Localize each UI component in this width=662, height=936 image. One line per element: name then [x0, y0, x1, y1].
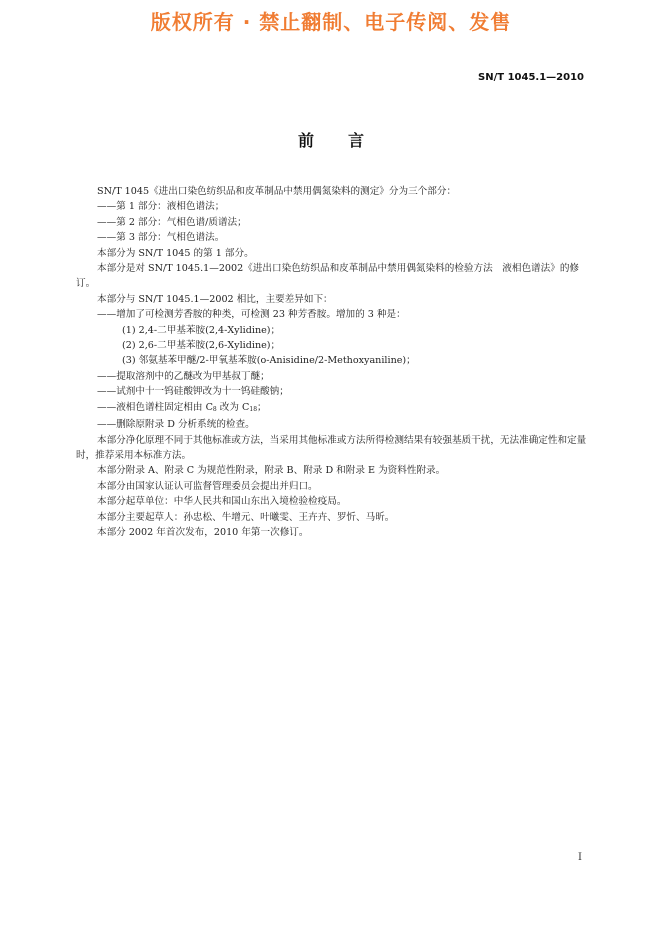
list-item-part2: ——第 2 部分：气相色谱/质谱法；: [97, 216, 247, 228]
paragraph-principle: 本部分净化原理不同于其他标准或方法，当采用其他标准或方法所得检测结果有较强基质干扰，无法准确定性和定量时，推荐采用本标准方法。: [76, 434, 587, 461]
paragraph-part-statement: 本部分为 SN/T 1045 的第 1 部分。: [97, 247, 254, 259]
paragraph-differences: 本部分与 SN/T 1045.1—2002 相比，主要差异如下：: [97, 293, 333, 305]
page-number: I: [578, 852, 582, 863]
paragraph-drafting-unit: 本部分起草单位：中华人民共和国山东出入境检验检疫局。: [97, 496, 347, 508]
list-item-reagent: ——试剂中十一钨硅酸钾改为十一钨硅酸钠；: [97, 386, 289, 398]
subscript-from: 8: [212, 405, 217, 413]
standard-number: SN/T 1045.1—2010: [478, 72, 584, 83]
paragraph-history: 本部分 2002 年首次发布，2010 年第一次修订。: [97, 526, 309, 538]
sub-item-3: (3) 邻氨基苯甲醚/2-甲氧基苯胺(o-Anisidine/2-Methoxyaniline)；: [122, 355, 416, 367]
list-item-solvent: ——提取溶剂中的乙醚改为甲基叔丁醚；: [97, 370, 270, 382]
list-item-column: [76, 400, 598, 417]
paragraph-intro: SN/T 1045《进出口染色纺织品和皮革制品中禁用偶氮染料的测定》分为三个部分：: [97, 186, 457, 197]
column-change-suffix: ；: [257, 401, 267, 413]
copyright-watermark: 版权所有 · 禁止翻制、电子传阅、发售: [150, 10, 512, 34]
foreword-body: [76, 184, 598, 540]
column-change-middle: 改为 C: [216, 401, 250, 413]
list-item-amines: ——增加了可检测芳香胺的种类，可检测 23 种芳香胺。增加的 3 种是：: [97, 309, 406, 321]
paragraph-drafters: 本部分主要起草人：孙忠松、牛增元、叶曦雯、王卉卉、罗忻、马昕。: [97, 511, 395, 523]
paragraph-revision: 本部分是对 SN/T 1045.1—2002《进出口染色纺织品和皮革制品中禁用偶氮染料的检验方法 液相色谱法》的修订。: [76, 263, 580, 290]
sub-item-1: (1) 2,4-二甲基苯胺(2,4-Xylidine)；: [122, 324, 281, 336]
list-item-appendix-d: ——删除原附录 D 分析系统的检查。: [97, 419, 255, 431]
paragraph-appendices: 本部分附录 A、附录 C 为规范性附录，附录 B、附录 D 和附录 E 为资料性附录。: [97, 465, 446, 477]
subscript-to: 18: [249, 405, 258, 413]
sub-item-2: (2) 2,6-二甲基苯胺(2,6-Xylidine)；: [122, 340, 281, 352]
list-item-part3: ——第 3 部分：气相色谱法。: [97, 232, 225, 244]
paragraph-proposer: 本部分由国家认证认可监督管理委员会提出并归口。: [97, 480, 318, 492]
list-item-part1: ——第 1 部分：液相色谱法；: [97, 201, 225, 213]
column-change-prefix: ——液相色谱柱固定相由 C: [97, 401, 213, 413]
page-title: 前言: [297, 131, 398, 150]
